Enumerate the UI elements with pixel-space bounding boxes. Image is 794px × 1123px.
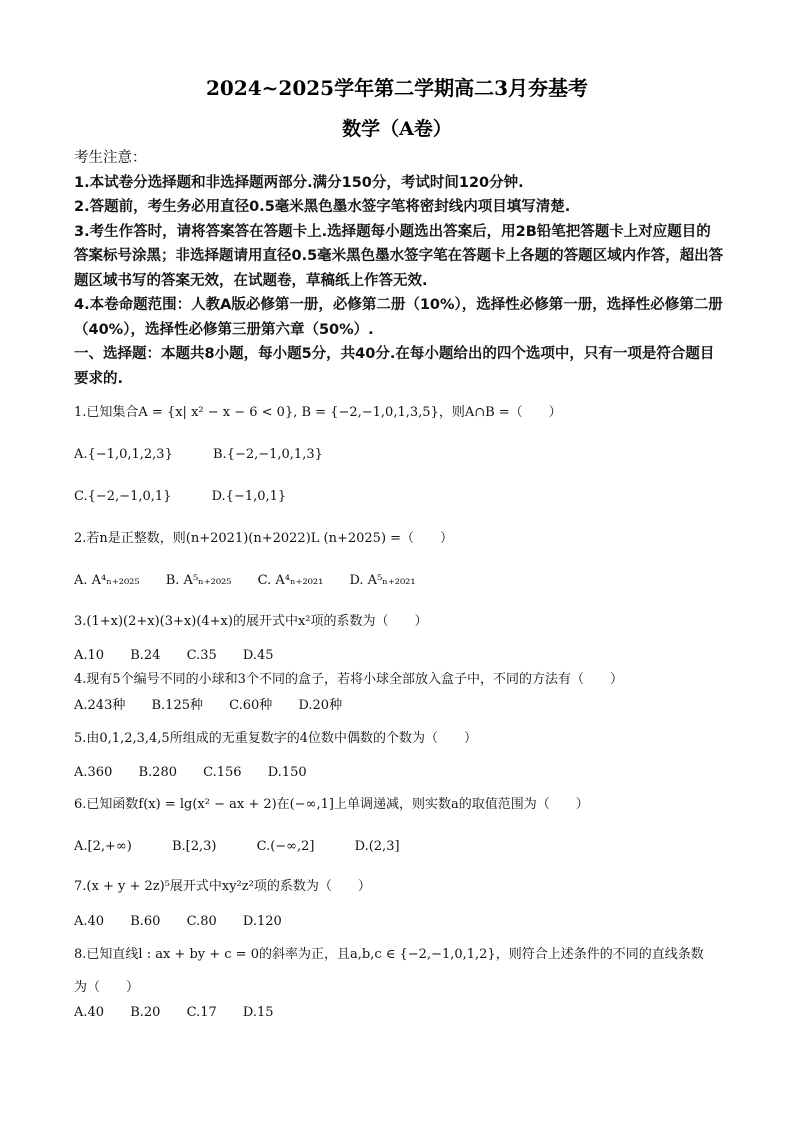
option-d: D.20种 — [298, 698, 343, 713]
question-8-options — [74, 1004, 296, 1022]
question-1-options — [74, 446, 359, 464]
question-8-stem-line1: 8.已知直线l : ax + by + c = 0的斜率为正，且a,b,c ∈ {−2,−1,0,1,2}，则符合上述条件的不同的直线条数 — [74, 947, 704, 962]
option-a: A.[2,+∞) — [74, 839, 132, 854]
question-3-stem: 3.(1+x)(2+x)(3+x)(4+x)的展开式中x²项的系数为（ ） — [74, 614, 428, 629]
question-3-options — [74, 647, 296, 665]
option-b: B.125种 — [151, 698, 203, 713]
option-a: A.40 — [74, 1005, 105, 1020]
option-d: D.(2,3] — [354, 839, 400, 854]
option-c: C.156 — [203, 765, 242, 780]
option-d: D.15 — [242, 1005, 274, 1020]
option-c: C. A⁴ₙ₊₂₀₂₁ — [257, 573, 324, 588]
question-2-stem: 2.若n是正整数，则(n+2021)(n+2022)L (n+2025) =（ ） — [74, 531, 454, 546]
notice-item: 1.本试卷分选择题和非选择题两部分.满分150分，考试时间120分钟. — [74, 174, 524, 191]
question-5-stem: 5.由0,1,2,3,4,5所组成的无重复数字的4位数中偶数的个数为（ ） — [74, 731, 477, 746]
option-b: B.{−2,−1,0,1,3} — [212, 447, 323, 462]
question-4-stem: 4.现有5个编号不同的小球和3个不同的盒子，若将小球全部放入盒子中，不同的方法有（ ） — [74, 672, 623, 687]
option-b: B. A⁵ₙ₊₂₀₂₅ — [165, 573, 232, 588]
option-b: B.[2,3) — [171, 839, 217, 854]
option-a: A.40 — [74, 914, 105, 929]
section-heading: 一、选择题：本题共8小题，每小题5分，共40分.在每小题给出的四个选项中，只有一项是符合题目要求的. — [74, 346, 715, 387]
option-d: D.{−1,0,1} — [211, 489, 287, 504]
option-b: B.24 — [130, 648, 161, 663]
option-c: C.(−∞,2] — [256, 839, 315, 854]
question-6-options — [74, 838, 436, 856]
question-6-stem: 6.已知函数f(x) = lg(x² − ax + 2)在(−∞,1]上单调递减，则实数a的取值范围为（ ） — [74, 797, 589, 812]
option-c: C.80 — [186, 914, 217, 929]
question-1-options-2 — [74, 488, 322, 506]
question-5-options — [74, 764, 329, 782]
option-c: C.17 — [186, 1005, 217, 1020]
notice-block — [74, 146, 724, 342]
question-2-options — [74, 572, 438, 590]
option-c: C.60种 — [229, 698, 273, 713]
option-c: C.35 — [186, 648, 217, 663]
option-d: D.45 — [242, 648, 274, 663]
notice-item: 4.本卷命题范围：人教A版必修第一册，必修第二册（10%），选择性必修第一册，选择性必修第二册（40%），选择性必修第三册第六章（50%）. — [74, 297, 723, 338]
option-d: D. A⁵ₙ₊₂₀₂₁ — [349, 573, 416, 588]
option-b: B.20 — [130, 1005, 161, 1020]
option-a: A.360 — [74, 765, 113, 780]
question-7-stem: 7.(x + y + 2z)⁵展开式中xy²z²项的系数为（ ） — [74, 879, 371, 894]
option-a: A.10 — [74, 648, 105, 663]
option-b: B.60 — [130, 914, 161, 929]
question-4-options — [74, 697, 364, 715]
option-b: B.280 — [138, 765, 177, 780]
option-c: C.{−2,−1,0,1} — [74, 489, 172, 504]
question-7-options — [74, 913, 304, 931]
option-d: D.120 — [242, 914, 282, 929]
question-8-stem-line2: 为（ ） — [74, 980, 140, 995]
notice-item: 3.考生作答时，请将答案答在答题卡上.选择题每小题选出答案后，用2B铅笔把答题卡上对应题目的答案标号涂黑；非选择题请用直径0.5毫米黑色墨水签字笔在答题卡上各题的答题区域内作答，超出答题区域书写的答案无效，在试题卷，草稿纸上作答无效. — [74, 223, 724, 289]
question-1-stem: 1.已知集合A = {x| x² − x − 6 < 0}, B = {−2,−1,0,1,3,5}，则A∩B =（ ） — [74, 405, 562, 420]
exam-subtitle: 数学（A卷） — [342, 118, 452, 140]
notice-item: 2.答题前，考生务必用直径0.5毫米黑色墨水签字笔将密封线内项目填写清楚. — [74, 199, 571, 215]
option-a: A.243种 — [74, 698, 126, 713]
exam-title: 2024~2025学年第二学期高二3月夯基考 — [205, 76, 588, 100]
notice-heading: 考生注意： — [74, 150, 147, 166]
option-d: D.150 — [267, 765, 307, 780]
option-a: A.{−1,0,1,2,3} — [74, 447, 173, 462]
option-a: A. A⁴ₙ₊₂₀₂₅ — [74, 573, 140, 588]
